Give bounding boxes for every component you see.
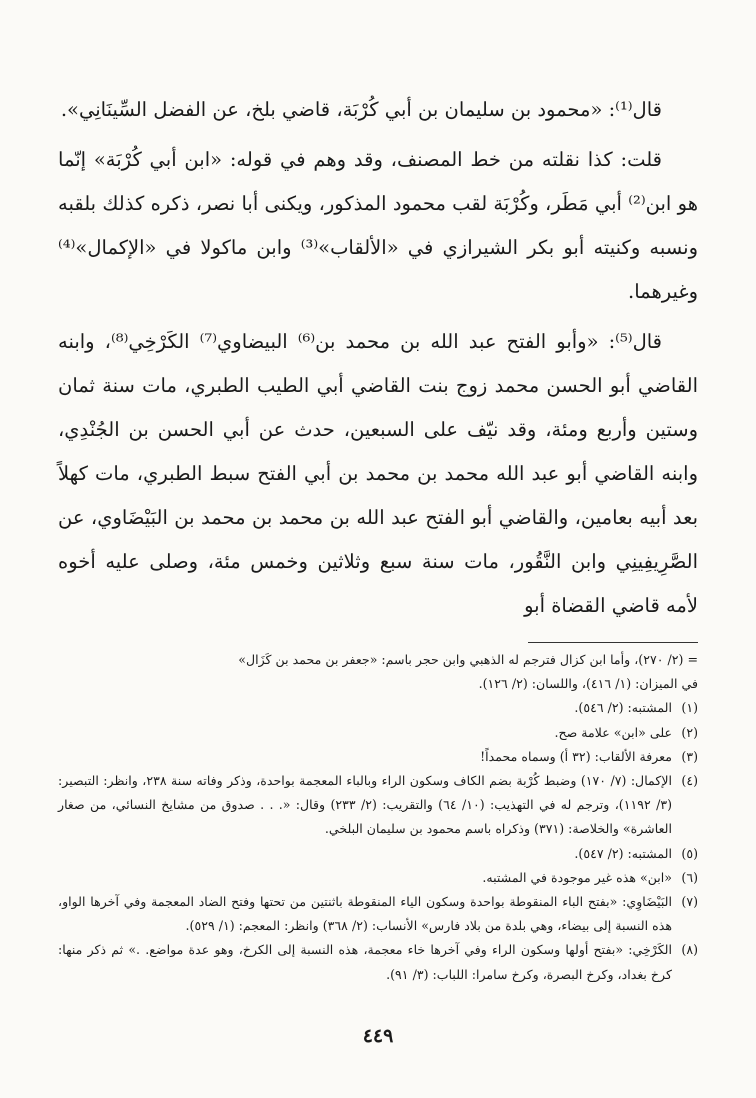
separator-line <box>528 642 698 643</box>
footnote-8 <box>58 938 698 986</box>
paragraph-2: قلت: كذا نقلته من خط المصنف، وقد وهم في قوله: «ابن أبي كُرْبَة» إنّما هو ابن⁽²⁾ أبي مَطَر، وكُرْبَة لقب محمود المذكور، ويكنى أبا نصر، ذكره كذلك بلقبه ونسبه وكنيته أبو بكر الشيرازي في «الألقاب»⁽³⁾ وابن ماكولا في «الإكمال»⁽⁴⁾ وغيرهما. <box>58 148 698 303</box>
footnote-text: الكَرْخِي: «بفتح أولها وسكون الراء وفي آخرها خاء معجمة، هذه النسبة إلى الكرخ، وهو عدة مواضع. .» ثم ذكر منها: كرخ بغداد، وكرخ البصرة، وكرخ سامرا: اللباب: (٣/ ٩١). <box>58 942 672 982</box>
page-number: ٤٤٩ <box>362 1025 394 1047</box>
footnotes <box>58 648 698 987</box>
footnote-4 <box>58 769 698 842</box>
footnote-continuation: في الميزان: (١/ ٤١٦)، واللسان: (٢/ ١٢٦). <box>478 676 698 692</box>
footnote-number: (٦) <box>681 869 698 885</box>
footnote-number: (٤) <box>681 773 698 789</box>
footnote-3 <box>58 745 698 769</box>
main-text <box>58 88 698 628</box>
footnote-text: الإكمال: (٧/ ١٧٠) وضبط كُرْبة بضم الكاف وسكون الراء وبالباء المعجمة بواحدة، وذكر وفاته سنة ٢٣٨، وانظر: التبصير: (٣/ ١١٩٢)، وترجم له في التهذيب: (١٠/ ٦٤) والتقريب: (٢/ ٢٣٣) وقال: «. . . صدوق من مشايخ النسائي، من صغار العاشرة» والخلاصة: (٣٧١) وذكراه باسم محمود بن سليمان البلخي. <box>58 773 673 837</box>
footnote-number: (٧) <box>681 894 698 910</box>
footnote-number: (٢) <box>681 724 698 740</box>
footnote-continuation: = (٢/ ٢٧٠)، وأما ابن كزال فترجم له الذهبي وابن حجر باسم: «جعفر بن محمد بن كَزَال» <box>238 652 698 667</box>
footnote-7 <box>58 890 698 938</box>
page-body <box>58 88 698 987</box>
paragraph-3: قال⁽⁵⁾: «وأبو الفتح عبد الله بن محمد بن⁽⁶⁾ البيضاوي⁽⁷⁾ الكَرْخِي⁽⁸⁾، وابنه القاضي أبو الحسن محمد زوج بنت القاضي أبي الطيب الطبري، مات سنة ثمان وستين وأربع ومئة، وقد نيّف على السبعين، حدث عن أبي الحسن بن الجُنْدِي، وابنه القاضي أبو عبد الله محمد بن محمد بن أبي الفتح سبط الطبري، مات كهلاً بعد أبيه بعامين، والقاضي أبو الفتح عبد الله بن محمد بن محمد بن البَيْضَاوي، عن الصَّرِيفِينِي وابن النَّقُور، مات سنة سبع وثلاثين وخمس مئة، وصلى عليه أخوه لأمه قاضي القضاة أبو <box>58 330 698 617</box>
footnote-6 <box>58 866 698 890</box>
footnote-number: (٣) <box>681 748 698 764</box>
footnote-5 <box>58 842 698 866</box>
footnote-1 <box>58 696 698 720</box>
footnote-text: معرفة الألقاب: (٣٢ أ) وسماه محمداً! <box>480 748 672 764</box>
footnote-text: «ابن» هذه غير موجودة في المشتبه. <box>482 869 672 885</box>
footnote-number: (١) <box>681 700 698 716</box>
footnote-text: المشتبه: (٢/ ٥٤٦). <box>574 700 672 716</box>
footnote-text: على «ابن» علامة صح. <box>554 724 672 740</box>
footnote-2 <box>58 721 698 745</box>
footnote-text: البَيْضَاوِي: «بفتح الباء المنقوطة بواحدة وسكون الياء المنقوطة باثنتين من تحتها وفتح الضاد المعجمة وفي آخرها الواو، هذه النسبة إلى بيضاء، وهي بلدة من بلاد فارس» الأنساب: (٢/ ٣٦٨) وانظر: المعجم: (١/ ٥٢٩). <box>58 894 672 934</box>
footnote-separator <box>58 642 698 644</box>
footnote-text: المشتبه: (٢/ ٥٤٧). <box>574 845 672 861</box>
footnote-number: (٨) <box>681 942 698 958</box>
paragraph-1: قال⁽¹⁾: «محمود بن سليمان بن أبي كُرْبَة، قاضي بلخ، عن الفضل السِّينَانِي». <box>60 98 662 121</box>
footnote-number: (٥) <box>681 845 698 861</box>
